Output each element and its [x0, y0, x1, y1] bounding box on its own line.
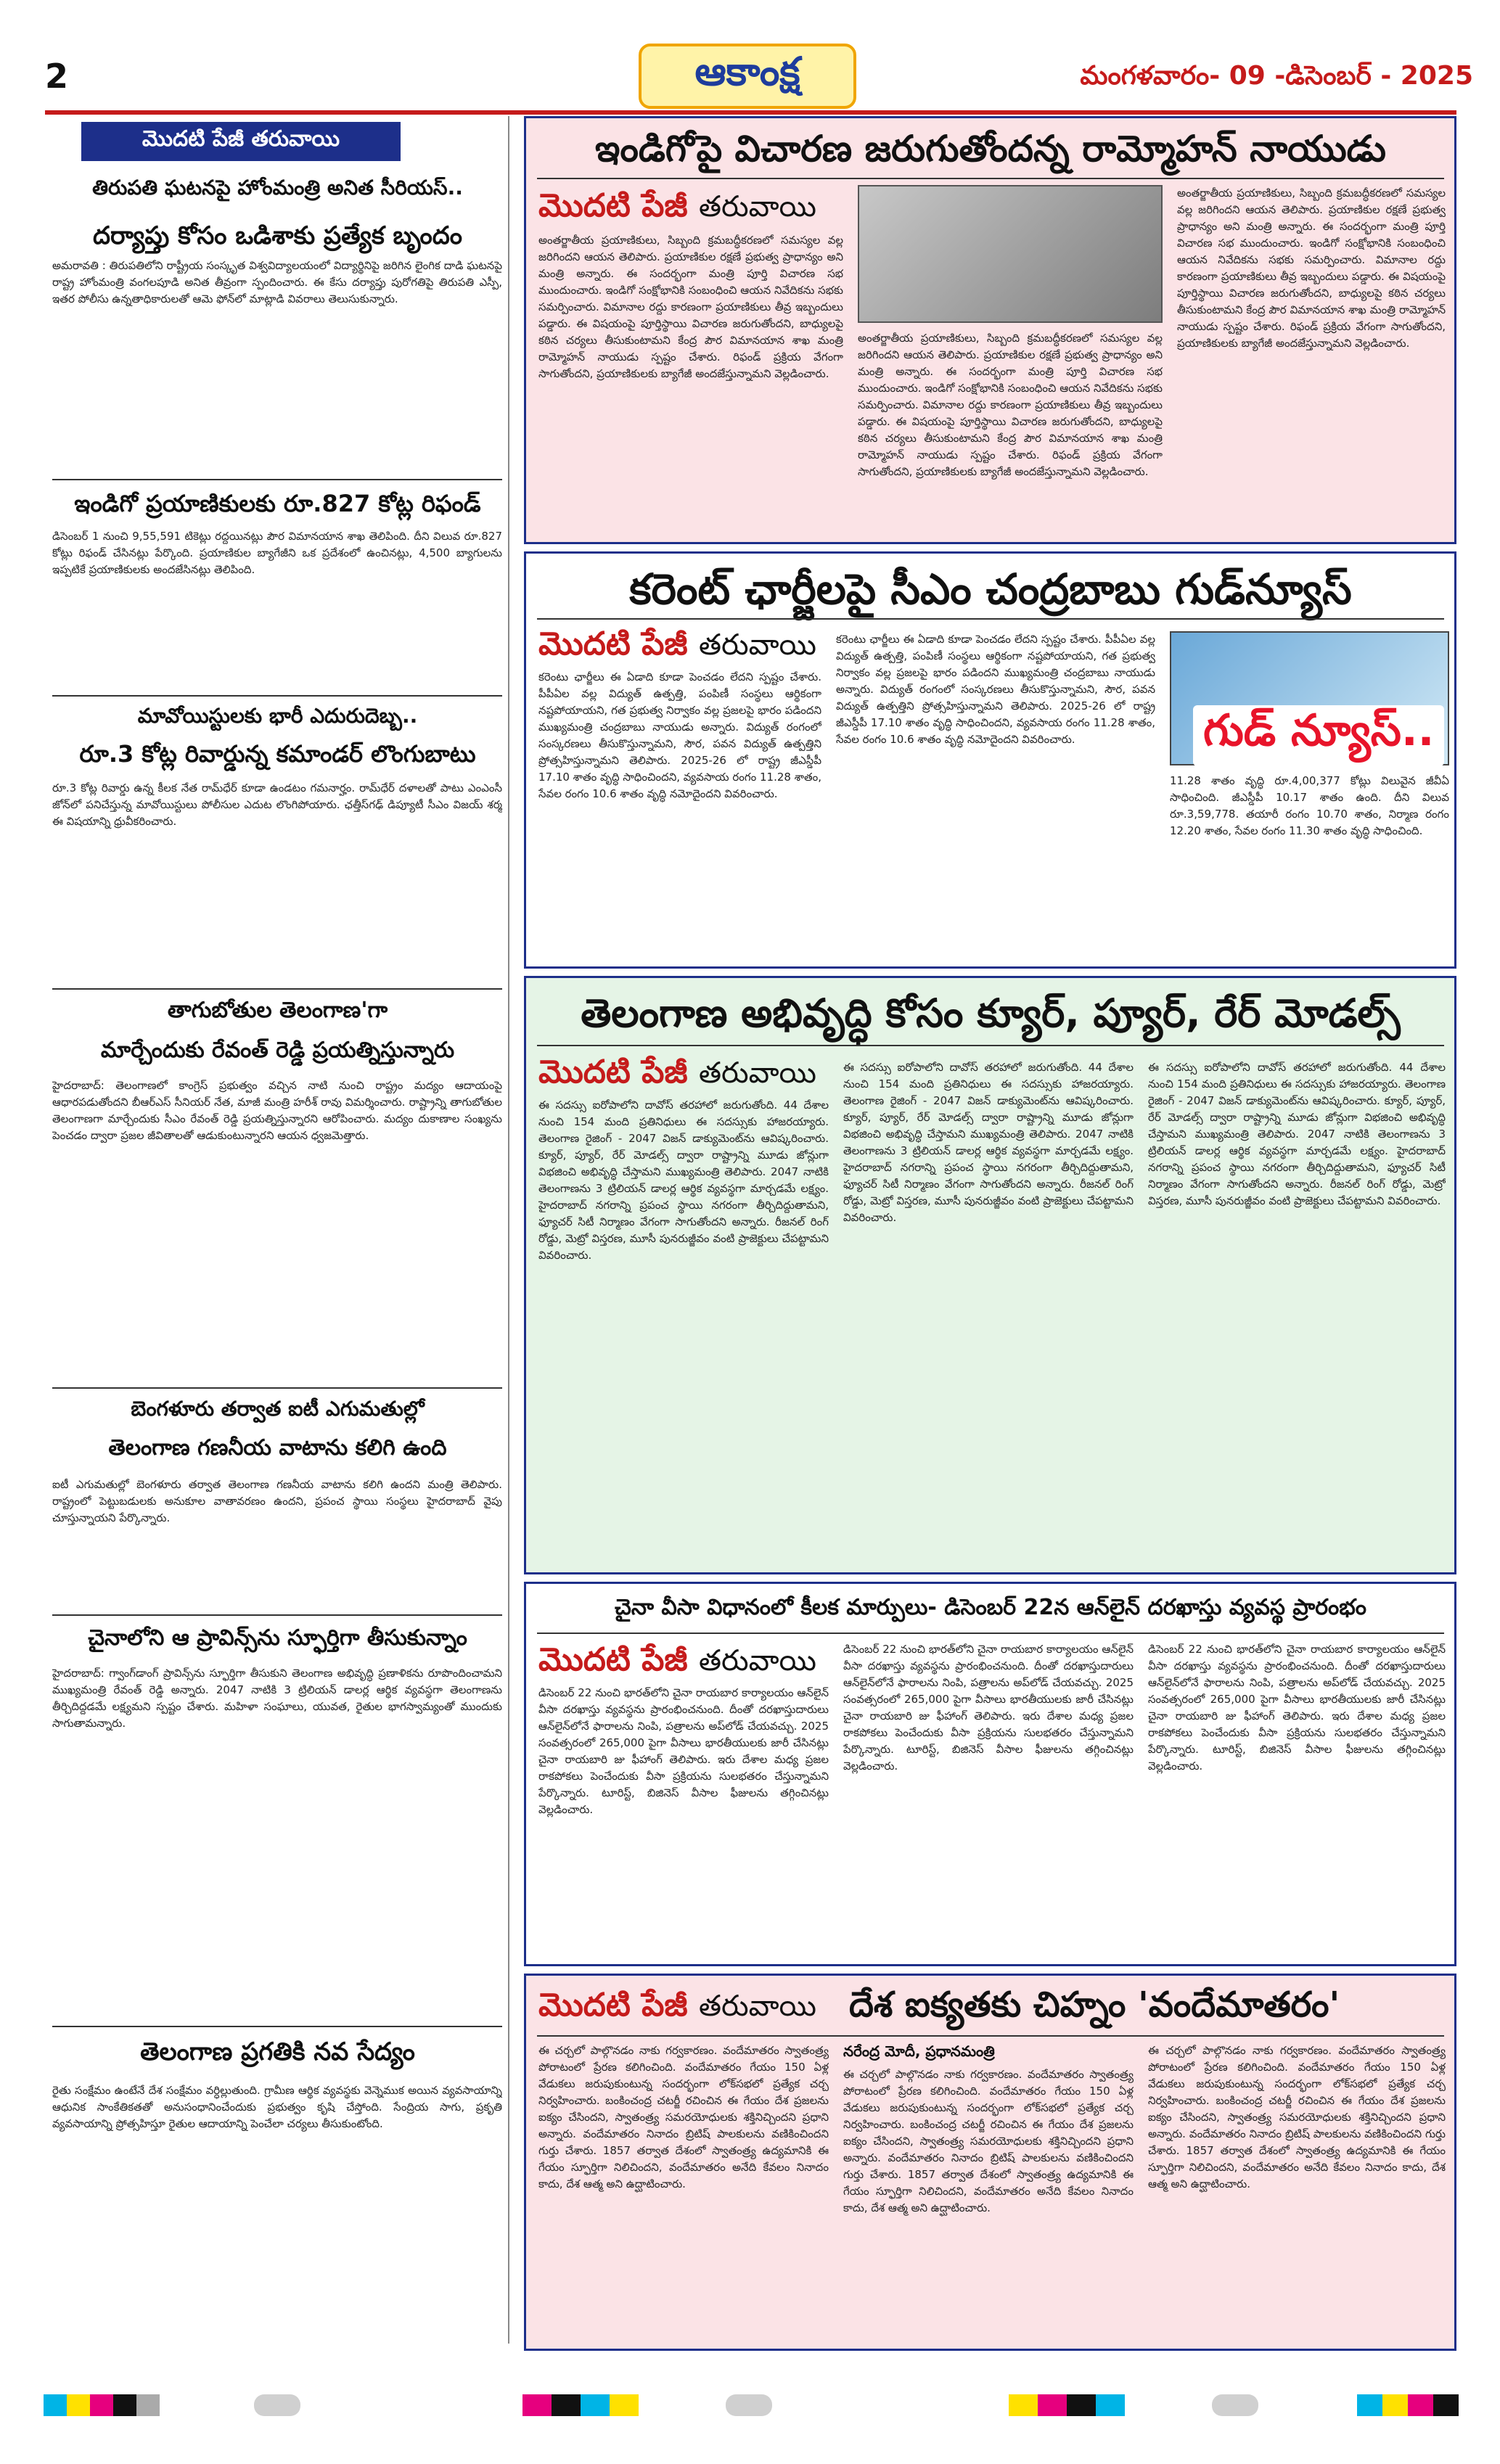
- headline-underline: [537, 1633, 1444, 1634]
- continuation-label: మొదటి పేజీ: [538, 187, 688, 224]
- story-indigo-headline: ఇండిగోపై విచారణ జరుగుతోందన్న రామ్మోహన్ నాయుడు: [595, 128, 1386, 170]
- left-body-5: రూ.3 కోట్ల రివార్డు ఉన్న కీలక నేత రామ్‌ధేర్ కూడా ఉండటం గమనార్హం. రామ్‌ధేర్ దళాలతో పాటు ఎంఎంసీ జోన్‌లో పనిచేస్తున్న మావోయిస్టులు పోలీసుల ఎదుట లొంగిపోయారు. ఛత్తీస్‌గఢ్ డిప్యూటీ సీఎం విజయ్ శర్మ ఈ విషయాన్ని ధ్రువీకరించారు.: [52, 781, 502, 828]
- continuation-suffix: తరువాయి: [698, 628, 816, 662]
- newspaper-masthead: ఆకాంక్ష: [639, 44, 856, 109]
- left-body-11: రైతు సంక్షేమం ఉంటేనే దేశ సంక్షేమం వర్ధిల్లుతుంది. గ్రామీణ ఆర్థిక వ్యవస్థకు వెన్నెముక అయిన వ్యవసాయాన్ని ఆధునిక సాంకేతికతతో అనుసంధానించేందుకు ప్రభుత్వం కృషి చేస్తోంది. సేంద్రియ సాగు, ప్రకృతి వ్యవసాయాన్ని ప్రోత్సహిస్తూ రైతుల ఆదాయాన్ని పెంచేలా చర్యలు తీసుకుంటోంది.: [52, 2084, 502, 2130]
- story-indigo-body-b: అంతర్జాతీయ ప్రయాణికులు, సిబ్బంది క్రమబద్ధీకరణలో సమస్యల వల్ల జరిగిందని ఆయన తెలిపారు. ప్రయాణికుల రక్షణే ప్రభుత్వ ప్రాధాన్యం అని మంత్రి అన్నారు. ఈ సందర్భంగా మంత్రి పూర్తి విచారణ సభ ముందుంచారు. ఇండిగో సంక్షోభానికి సంబంధించి ఆయన నివేదికను సభకు సమర్పించారు. విమానాల రద్దు కారణంగా ప్రయాణికులు తీవ్ర ఇబ్బందులు పడ్డారు. ఈ విషయంపై పూర్తిస్థాయి విచారణ జరుగుతోందని, బాధ్యులపై కఠిన చర్యలు తీసుకుంటామని కేంద్ర పౌర విమానయాన శాఖ మంత్రి రామ్మోహన్ నాయుడు స్పష్టం చేశారు. రిఫండ్ ప్రక్రియ వేగంగా సాగుతోందని, ప్రయాణికులకు బ్యాగేజీ అందజేస్తున్నామని వెల్లడించారు.: [858, 332, 1163, 478]
- left-headline-6: తాగుబోతుల తెలంగాణ'గా: [167, 998, 388, 1023]
- story-china-visa-continuation: [538, 1641, 816, 1686]
- left-headline-8: బెంగళూరు తర్వాత ఐటీ ఎగుమతుల్లో: [131, 1397, 425, 1421]
- story-power-body-a: కరెంటు ఛార్జీలు ఈ ఏడాది కూడా పెంచడం లేదని స్పష్టం చేశారు. పీపీఏల వల్ల విద్యుత్ ఉత్పత్తి, పంపిణీ సంస్థలు ఆర్థికంగా నష్టపోయాయని, గత ప్రభుత్వ నిర్వాకం వల్ల ప్రజలపై భారం పడిందని ముఖ్యమంత్రి చంద్రబాబు నాయుడు అన్నారు. విద్యుత్ రంగంలో సంస్కరణలు తీసుకొస్తున్నామని, సౌర, పవన విద్యుత్ ఉత్పత్తిని ప్రోత్సహిస్తున్నామని తెలిపారు. 2025-26 లో రాష్ట్ర జీఎస్డీపీ 17.10 శాతం వృద్ధి సాధించిందని, వ్యవసాయ రంగం 11.28 శాతం, సేవల రంగం 10.6 శాతం వృద్ధి నమోదైందని వివరించారు.: [538, 670, 821, 800]
- color-bar: [522, 2394, 639, 2416]
- registration-mark: [254, 2394, 300, 2416]
- good-news-photo: [1170, 631, 1449, 765]
- registration-mark: [726, 2394, 772, 2416]
- left-headline-10: చైనాలోని ఆ ప్రావిన్స్‌ను స్ఫూర్తిగా తీసుకున్నాం: [88, 1625, 467, 1651]
- left-body-10: హైదరాబాద్: గ్వాంగ్‌డాంగ్ ప్రావిన్స్‌ను స్ఫూర్తిగా తీసుకుని తెలంగాణ అభివృద్ధి ప్రణాళికను రూపొందించామని ముఖ్యమంత్రి రేవంత్ రెడ్డి అన్నారు. 2047 నాటికి 3 ట్రిలియన్ డాలర్ల ఆర్థిక వ్యవస్థగా తెలంగాణను తీర్చిదిద్దడమే లక్ష్యమని స్పష్టం చేశారు. మహిళా సంఘాలు, యువత, రైతుల భాగస్వామ్యంతో ముందుకు సాగుతామన్నారు.: [52, 1667, 502, 1730]
- continuation-label: మొదటి పేజీ: [538, 625, 688, 662]
- story-power-continuation: [538, 625, 816, 670]
- header-divider: [45, 110, 1456, 115]
- continuation-label: మొదటి పేజీ: [538, 1054, 688, 1091]
- left-headline-7: మార్చేందుకు రేవంత్ రెడ్డి ప్రయత్నిస్తున్నారు: [100, 1038, 455, 1063]
- left-headline-5: రూ.3 కోట్ల రివార్డున్న కమాండర్ లొంగుబాటు: [79, 740, 476, 768]
- story-china-visa-body-a: డిసెంబర్ 22 నుంచి భారత్‌లోని చైనా రాయబార కార్యాలయం ఆన్‌లైన్ వీసా దరఖాస్తు వ్యవస్థను ప్రారంభించనుంది. దీంతో దరఖాస్తుదారులు ఆన్‌లైన్‌లోనే ఫారాలను నింపి, పత్రాలను అప్‌లోడ్ చేయవచ్చు. 2025 సంవత్సరంలో 265,000 పైగా వీసాలు భారతీయులకు జారీ చేసినట్లు చైనా రాయబారి జు ఫీహాంగ్ తెలిపారు. ఇరు దేశాల మధ్య ప్రజల రాకపోకలు పెంచేందుకు వీసా ప్రక్రియను సులభతరం చేస్తున్నామని పేర్కొన్నారు. టూరిస్ట్, బిజినెస్ వీసాల ఫీజులను తగ్గించినట్లు వెల్లడించారు.: [538, 1686, 829, 1816]
- story-vandemataram-headline: దేశ ఐక్యతకు చిహ్నం 'వందేమాతరం': [849, 1984, 1340, 2025]
- color-bar: [1009, 2394, 1125, 2416]
- story-indigo-body-c: అంతర్జాతీయ ప్రయాణికులు, సిబ్బంది క్రమబద్ధీకరణలో సమస్యల వల్ల జరిగిందని ఆయన తెలిపారు. ప్రయాణికుల రక్షణే ప్రభుత్వ ప్రాధాన్యం అని మంత్రి అన్నారు. ఈ సందర్భంగా మంత్రి పూర్తి విచారణ సభ ముందుంచారు. ఇండిగో సంక్షోభానికి సంబంధించి ఆయన నివేదికను సభకు సమర్పించారు. విమానాల రద్దు కారణంగా ప్రయాణికులు తీవ్ర ఇబ్బందులు పడ్డారు. ఈ విషయంపై పూర్తిస్థాయి విచారణ జరుగుతోందని, బాధ్యులపై కఠిన చర్యలు తీసుకుంటామని కేంద్ర పౌర విమానయాన శాఖ మంత్రి రామ్మోహన్ నాయుడు స్పష్టం చేశారు. రిఫండ్ ప్రక్రియ వేగంగా సాగుతోందని, ప్రయాణికులకు బ్యాగేజీ అందజేస్తున్నామని వెల్లడించారు.: [1177, 186, 1446, 350]
- story-power-body-b: కరెంటు ఛార్జీలు ఈ ఏడాది కూడా పెంచడం లేదని స్పష్టం చేశారు. పీపీఏల వల్ల విద్యుత్ ఉత్పత్తి, పంపిణీ సంస్థలు ఆర్థికంగా నష్టపోయాయని, గత ప్రభుత్వ నిర్వాకం వల్ల ప్రజలపై భారం పడిందని ముఖ్యమంత్రి చంద్రబాబు నాయుడు అన్నారు. విద్యుత్ రంగంలో సంస్కరణలు తీసుకొస్తున్నామని, సౌర, పవన విద్యుత్ ఉత్పత్తిని ప్రోత్సహిస్తున్నామని తెలిపారు. 2025-26 లో రాష్ట్ర జీఎస్డీపీ 17.10 శాతం వృద్ధి సాధించిందని, వ్యవసాయ రంగం 11.28 శాతం, సేవల రంగం 10.6 శాతం వృద్ధి నమోదైందని వివరించారు.: [836, 633, 1155, 746]
- page-number: 2: [45, 57, 69, 96]
- continuation-suffix: తరువాయి: [698, 190, 816, 223]
- story-vandemataram-author: నరేంద్ర మోదీ, ప్రధానమంత్రి: [843, 2042, 995, 2060]
- story-vandemataram-body-b: ఈ చర్చలో పాల్గొనడం నాకు గర్వకారణం. వందేమాతరం స్వాతంత్ర్య పోరాటంలో ప్రేరణ కలిగించింది. వందేమాతరం గేయం 150 ఏళ్ల వేడుకలు జరుపుకుంటున్న సందర్భంగా లోక్‌సభలో ప్రత్యేక చర్చ నిర్వహించారు. బంకించంద్ర చటర్జీ రచించిన ఈ గేయం దేశ ప్రజలను ఐక్యం చేసిందని, స్వాతంత్ర్య సమరయోధులకు శక్తినిచ్చిందని ప్రధాని అన్నారు. వందేమాతరం నినాదం బ్రిటిష్ పాలకులను వణికించిందని గుర్తు చేశారు. 1857 తర్వాత దేశంలో స్వాతంత్ర్య ఉద్యమానికి ఈ గేయం స్ఫూర్తిగా నిలిచిందని, వందేమాతరం అనేది కేవలం నినాదం కాదు, దేశ ఆత్మ అని ఉద్ఘాటించారు.: [843, 2068, 1134, 2214]
- left-divider: [52, 1614, 502, 1616]
- left-divider: [52, 2026, 502, 2027]
- left-body-9: ఐటీ ఎగుమతుల్లో బెంగళూరు తర్వాత తెలంగాణ గణనీయ వాటాను కలిగి ఉందని మంత్రి తెలిపారు. రాష్ట్రంలో పెట్టుబడులకు అనుకూల వాతావరణం ఉందని, ప్రపంచ స్థాయి సంస్థలు హైదరాబాద్ వైపు చూస్తున్నాయని పేర్కొన్నారు.: [52, 1478, 502, 1524]
- left-body-1: అమరావతి : తిరుపతిలోని రాష్ట్రీయ సంస్కృత విశ్వవిద్యాలయంలో విద్యార్థినిపై జరిగిన లైంగిక దాడి ఘటనపై రాష్ట్ర హోంమంత్రి వంగలపూడి అనిత తీవ్రంగా స్పందించారు. ఈ కేసు దర్యాప్తు పురోగతిపై తిరుపతి ఎస్పీ, ఇతర పోలీసు ఉన్నతాధికారులతో ఆమె ఫోన్‌లో మాట్లాడి వివరాలు తెలుసుకున్నారు.: [52, 259, 502, 305]
- color-bar: [1357, 2394, 1459, 2416]
- left-body-7: హైదరాబాద్: తెలంగాణలో కాంగ్రెస్ ప్రభుత్వం వచ్చిన నాటి నుంచి రాష్ట్రం మద్యం ఆదాయంపై ఆధారపడుతోందని బీఆర్ఎస్ సీనియర్ నేత, మాజీ మంత్రి హరీశ్ రావు విమర్శించారు. రాష్ట్రాన్ని తాగుబోతుల తెలంగాణగా మార్చేందుకు సీఎం రేవంత్ రెడ్డి ప్రయత్నిస్తున్నారని ఆరోపించారు. మద్యం దుకాణాల సంఖ్యను పెంచడం ద్వారా ప్రజల జీవితాలతో ఆడుకుంటున్నారని ఆయన ధ్వజమెత్తారు.: [52, 1079, 502, 1142]
- story-vandemataram-continuation: [538, 1987, 816, 2032]
- story-telangana-body-a: ఈ సదస్సు ఐరోపాలోని దావోస్ తరహాలో జరుగుతోంది. 44 దేశాల నుంచి 154 మంది ప్రతినిధులు ఈ సదస్సుకు హాజరయ్యారు. తెలంగాణ రైజింగ్ - 2047 విజన్ డాక్యుమెంట్‌ను ఆవిష్కరించారు. క్యూర్, ప్యూర్, రేర్ మోడల్స్ ద్వారా రాష్ట్రాన్ని మూడు జోన్లుగా విభజించి అభివృద్ధి చేస్తామని ముఖ్యమంత్రి తెలిపారు. 2047 నాటికి తెలంగాణను 3 ట్రిలియన్ డాలర్ల ఆర్థిక వ్యవస్థగా మార్చడమే లక్ష్యం. హైదరాబాద్ నగరాన్ని ప్రపంచ స్థాయి నగరంగా తీర్చిదిద్దుతామని, ఫ్యూచర్ సిటీ నిర్మాణం వేగంగా సాగుతోందని అన్నారు. రీజనల్ రింగ్ రోడ్డు, మెట్రో విస్తరణ, మూసీ పునరుజ్జీవం వంటి ప్రాజెక్టులు చేపట్టామని వివరించారు.: [538, 1098, 829, 1262]
- story-china-visa-body-c: డిసెంబర్ 22 నుంచి భారత్‌లోని చైనా రాయబార కార్యాలయం ఆన్‌లైన్ వీసా దరఖాస్తు వ్యవస్థను ప్రారంభించనుంది. దీంతో దరఖాస్తుదారులు ఆన్‌లైన్‌లోనే ఫారాలను నింపి, పత్రాలను అప్‌లోడ్ చేయవచ్చు. 2025 సంవత్సరంలో 265,000 పైగా వీసాలు భారతీయులకు జారీ చేసినట్లు చైనా రాయబారి జు ఫీహాంగ్ తెలిపారు. ఇరు దేశాల మధ్య ప్రజల రాకపోకలు పెంచేందుకు వీసా ప్రక్రియను సులభతరం చేస్తున్నామని పేర్కొన్నారు. టూరిస్ట్, బిజినెస్ వీసాల ఫీజులను తగ్గించినట్లు వెల్లడించారు.: [1148, 1643, 1446, 1773]
- left-headline-2: దర్యాప్తు కోసం ఒడిశాకు ప్రత్యేక బృందం: [92, 221, 463, 250]
- print-registration-marks: [0, 2394, 1500, 2416]
- continuation-label: మొదటి పేజీ: [538, 1641, 688, 1678]
- dateline: మంగళవారం- 09 -డిసెంబర్ - 2025: [1080, 61, 1473, 91]
- left-headline-3: ఇండిగో ప్రయాణికులకు రూ.827 కోట్ల రిఫండ్: [74, 490, 481, 517]
- story-power-headline: కరెంట్ ఛార్జీలపై సీఎం చంద్రబాబు గుడ్‌న్యూస్: [629, 564, 1352, 614]
- story-power-stats: 11.28 శాతం వృద్ధి రూ.4,00,377 కోట్లు విలువైన జీవీఏ సాధించింది. జీఎస్డీపీ 10.17 శాతం ఉంది. దీని విలువ రూ.3,59,778. తయారీ రంగం 10.70 శాతం, నిర్మాణ రంగం 12.20 శాతం, సేవల రంగం 11.30 శాతం వృద్ధి సాధించింది.: [1170, 774, 1449, 837]
- color-bar: [44, 2394, 160, 2416]
- left-divider: [52, 988, 502, 990]
- story-vandemataram-body-c: ఈ చర్చలో పాల్గొనడం నాకు గర్వకారణం. వందేమాతరం స్వాతంత్ర్య పోరాటంలో ప్రేరణ కలిగించింది. వందేమాతరం గేయం 150 ఏళ్ల వేడుకలు జరుపుకుంటున్న సందర్భంగా లోక్‌సభలో ప్రత్యేక చర్చ నిర్వహించారు. బంకించంద్ర చటర్జీ రచించిన ఈ గేయం దేశ ప్రజలను ఐక్యం చేసిందని, స్వాతంత్ర్య సమరయోధులకు శక్తినిచ్చిందని ప్రధాని అన్నారు. వందేమాతరం నినాదం బ్రిటిష్ పాలకులను వణికించిందని గుర్తు చేశారు. 1857 తర్వాత దేశంలో స్వాతంత్ర్య ఉద్యమానికి ఈ గేయం స్ఫూర్తిగా నిలిచిందని, వందేమాతరం అనేది కేవలం నినాదం కాదు, దేశ ఆత్మ అని ఉద్ఘాటించారు.: [1148, 2044, 1446, 2190]
- left-body-3: డిసెంబర్ 1 నుంచి 9,55,591 టికెట్లు రద్దయినట్లు పౌర విమానయాన శాఖ తెలిపింది. దీని విలువ రూ.827 కోట్లు రిఫండ్ చేసినట్లు పేర్కొంది. ప్రయాణికుల బ్యాగేజీని ఒక ప్రదేశంలో ఉంచినట్లు, 4,500 బ్యాగులను ఇప్పటికే ప్రయాణికులకు అందజేసినట్లు తెలిపింది.: [52, 530, 502, 576]
- continuation-suffix: తరువాయి: [698, 1056, 816, 1090]
- story-telangana-continuation: [538, 1054, 816, 1098]
- story-indigo-body-a: అంతర్జాతీయ ప్రయాణికులు, సిబ్బంది క్రమబద్ధీకరణలో సమస్యల వల్ల జరిగిందని ఆయన తెలిపారు. ప్రయాణికుల రక్షణే ప్రభుత్వ ప్రాధాన్యం అని మంత్రి అన్నారు. ఈ సందర్భంగా మంత్రి పూర్తి విచారణ సభ ముందుంచారు. ఇండిగో సంక్షోభానికి సంబంధించి ఆయన నివేదికను సభకు సమర్పించారు. విమానాల రద్దు కారణంగా ప్రయాణికులు తీవ్ర ఇబ్బందులు పడ్డారు. ఈ విషయంపై పూర్తిస్థాయి విచారణ జరుగుతోందని, బాధ్యులపై కఠిన చర్యలు తీసుకుంటామని కేంద్ర పౌర విమానయాన శాఖ మంత్రి రామ్మోహన్ నాయుడు స్పష్టం చేశారు. రిఫండ్ ప్రక్రియ వేగంగా సాగుతోందని, ప్రయాణికులకు బ్యాగేజీ అందజేస్తున్నామని వెల్లడించారు.: [538, 234, 843, 380]
- story-vandemataram-body-a: ఈ చర్చలో పాల్గొనడం నాకు గర్వకారణం. వందేమాతరం స్వాతంత్ర్య పోరాటంలో ప్రేరణ కలిగించింది. వందేమాతరం గేయం 150 ఏళ్ల వేడుకలు జరుపుకుంటున్న సందర్భంగా లోక్‌సభలో ప్రత్యేక చర్చ నిర్వహించారు. బంకించంద్ర చటర్జీ రచించిన ఈ గేయం దేశ ప్రజలను ఐక్యం చేసిందని, స్వాతంత్ర్య సమరయోధులకు శక్తినిచ్చిందని ప్రధాని అన్నారు. వందేమాతరం నినాదం బ్రిటిష్ పాలకులను వణికించిందని గుర్తు చేశారు. 1857 తర్వాత దేశంలో స్వాతంత్ర్య ఉద్యమానికి ఈ గేయం స్ఫూర్తిగా నిలిచిందని, వందేమాతరం అనేది కేవలం నినాదం కాదు, దేశ ఆత్మ అని ఉద్ఘాటించారు.: [538, 2044, 829, 2190]
- good-news-label: గుడ్ న్యూస్..: [1193, 705, 1444, 766]
- left-headline-9: తెలంగాణ గణనీయ వాటాను కలిగి ఉంది: [108, 1435, 447, 1461]
- continuation-tag: మొదటి పేజీ తరువాయి: [81, 122, 401, 161]
- headline-underline: [537, 618, 1444, 620]
- left-divider: [52, 479, 502, 480]
- left-divider: [52, 1387, 502, 1389]
- left-headline-4: మావోయిస్టులకు భారీ ఎదురుదెబ్బ..: [137, 704, 418, 728]
- registration-mark: [1212, 2394, 1258, 2416]
- story-china-visa-body-b: డిసెంబర్ 22 నుంచి భారత్‌లోని చైనా రాయబార కార్యాలయం ఆన్‌లైన్ వీసా దరఖాస్తు వ్యవస్థను ప్రారంభించనుంది. దీంతో దరఖాస్తుదారులు ఆన్‌లైన్‌లోనే ఫారాలను నింపి, పత్రాలను అప్‌లోడ్ చేయవచ్చు. 2025 సంవత్సరంలో 265,000 పైగా వీసాలు భారతీయులకు జారీ చేసినట్లు చైనా రాయబారి జు ఫీహాంగ్ తెలిపారు. ఇరు దేశాల మధ్య ప్రజల రాకపోకలు పెంచేందుకు వీసా ప్రక్రియను సులభతరం చేస్తున్నామని పేర్కొన్నారు. టూరిస్ట్, బిజినెస్ వీసాల ఫీజులను తగ్గించినట్లు వెల్లడించారు.: [843, 1643, 1134, 1773]
- story-telangana-body-c: ఈ సదస్సు ఐరోపాలోని దావోస్ తరహాలో జరుగుతోంది. 44 దేశాల నుంచి 154 మంది ప్రతినిధులు ఈ సదస్సుకు హాజరయ్యారు. తెలంగాణ రైజింగ్ - 2047 విజన్ డాక్యుమెంట్‌ను ఆవిష్కరించారు. క్యూర్, ప్యూర్, రేర్ మోడల్స్ ద్వారా రాష్ట్రాన్ని మూడు జోన్లుగా విభజించి అభివృద్ధి చేస్తామని ముఖ్యమంత్రి తెలిపారు. 2047 నాటికి తెలంగాణను 3 ట్రిలియన్ డాలర్ల ఆర్థిక వ్యవస్థగా మార్చడమే లక్ష్యం. హైదరాబాద్ నగరాన్ని ప్రపంచ స్థాయి నగరంగా తీర్చిదిద్దుతామని, ఫ్యూచర్ సిటీ నిర్మాణం వేగంగా సాగుతోందని అన్నారు. రీజనల్ రింగ్ రోడ్డు, మెట్రో విస్తరణ, మూసీ పునరుజ్జీవం వంటి ప్రాజెక్టులు చేపట్టామని వివరించారు.: [1148, 1061, 1446, 1207]
- minister-photo: [858, 185, 1163, 323]
- left-headline-1: తిరుపతి ఘటనపై హోంమంత్రి అనిత సీరియస్..: [92, 176, 463, 200]
- left-divider: [52, 695, 502, 697]
- continuation-label: మొదటి పేజీ: [538, 1987, 688, 2024]
- headline-underline: [537, 178, 1444, 179]
- continuation-suffix: తరువాయి: [698, 1644, 816, 1677]
- headline-underline: [537, 2035, 1444, 2037]
- story-indigo-continuation: [538, 187, 816, 232]
- continuation-suffix: తరువాయి: [698, 1989, 816, 2023]
- story-telangana-body-b: ఈ సదస్సు ఐరోపాలోని దావోస్ తరహాలో జరుగుతోంది. 44 దేశాల నుంచి 154 మంది ప్రతినిధులు ఈ సదస్సుకు హాజరయ్యారు. తెలంగాణ రైజింగ్ - 2047 విజన్ డాక్యుమెంట్‌ను ఆవిష్కరించారు. క్యూర్, ప్యూర్, రేర్ మోడల్స్ ద్వారా రాష్ట్రాన్ని మూడు జోన్లుగా విభజించి అభివృద్ధి చేస్తామని ముఖ్యమంత్రి తెలిపారు. 2047 నాటికి తెలంగాణను 3 ట్రిలియన్ డాలర్ల ఆర్థిక వ్యవస్థగా మార్చడమే లక్ష్యం. హైదరాబాద్ నగరాన్ని ప్రపంచ స్థాయి నగరంగా తీర్చిదిద్దుతామని, ఫ్యూచర్ సిటీ నిర్మాణం వేగంగా సాగుతోందని అన్నారు. రీజనల్ రింగ్ రోడ్డు, మెట్రో విస్తరణ, మూసీ పునరుజ్జీవం వంటి ప్రాజెక్టులు చేపట్టామని వివరించారు.: [843, 1061, 1134, 1224]
- story-telangana-headline: తెలంగాణ అభివృద్ధి కోసం క్యూర్, ప్యూర్, రేర్ మోడల్స్: [581, 990, 1401, 1036]
- left-headline-11: తెలంగాణ ప్రగతికి నవ సేద్యం: [140, 2037, 415, 2066]
- story-china-visa-headline: చైనా వీసా విధానంలో కీలక మార్పులు- డిసెంబర్ 22న ఆన్‌లైన్ దరఖాస్తు వ్యవస్థ ప్రారంభం: [615, 1595, 1366, 1620]
- headline-underline: [537, 1045, 1444, 1046]
